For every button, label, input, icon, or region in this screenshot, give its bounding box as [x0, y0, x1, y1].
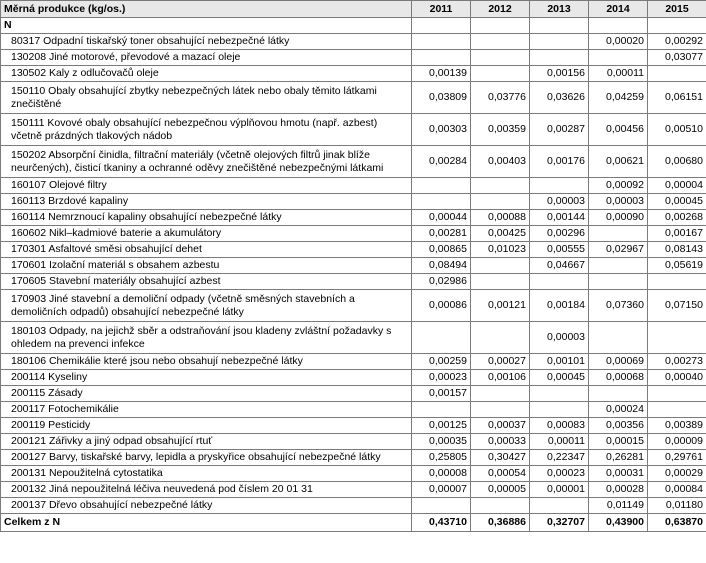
value-cell-2012 [471, 386, 530, 402]
value-cell-2011: 0,00086 [412, 290, 471, 322]
table-row [1, 418, 706, 434]
value-cell-2014: 0,07360 [589, 290, 648, 322]
total-value-2014: 0,43900 [589, 514, 648, 532]
value-cell-2013: 0,04667 [530, 258, 589, 274]
group-label: N [1, 18, 412, 34]
waste-category-label: 80317 Odpadní tiskařský toner obsahující nebezpečné látky [1, 34, 412, 50]
value-cell-2015 [648, 322, 706, 354]
value-cell-2011 [412, 498, 471, 514]
value-cell-2015: 0,00040 [648, 370, 706, 386]
value-cell-2011: 0,00157 [412, 386, 471, 402]
value-cell-2015: 0,00389 [648, 418, 706, 434]
value-cell-2013: 0,22347 [530, 450, 589, 466]
value-cell-2015: 0,29761 [648, 450, 706, 466]
value-cell-2013: 0,00003 [530, 322, 589, 354]
value-cell-2012: 0,03776 [471, 82, 530, 114]
table-row [1, 354, 706, 370]
value-cell-2011 [412, 194, 471, 210]
value-cell-2015: 0,00510 [648, 114, 706, 146]
value-cell-2013: 0,00144 [530, 210, 589, 226]
value-cell-2014: 0,26281 [589, 450, 648, 466]
value-cell-2014: 0,00020 [589, 34, 648, 50]
value-cell-2012: 0,00088 [471, 210, 530, 226]
value-cell-2012: 0,00425 [471, 226, 530, 242]
waste-category-label: 200137 Dřevo obsahující nebezpečné látky [1, 498, 412, 514]
value-cell-2015: 0,08143 [648, 242, 706, 258]
value-cell-2014 [589, 386, 648, 402]
waste-category-label: 200131 Nepoužitelná cytostatika [1, 466, 412, 482]
value-cell-2014: 0,00068 [589, 370, 648, 386]
total-value-2011: 0,43710 [412, 514, 471, 532]
total-value-2015: 0,63870 [648, 514, 706, 532]
value-cell-2012: 0,00054 [471, 466, 530, 482]
table-row [1, 66, 706, 82]
waste-category-label: 170903 Jiné stavební a demoliční odpady (včetně směsných stavebních a demoličních odpadů) obsahující nebezpečné látky [1, 290, 412, 322]
value-cell-2014 [589, 50, 648, 66]
group-row [1, 18, 706, 34]
value-cell-2012 [471, 34, 530, 50]
value-cell-2011 [412, 402, 471, 418]
value-cell-2012: 0,00033 [471, 434, 530, 450]
waste-category-label: 160602 Nikl–kadmiové baterie a akumulátory [1, 226, 412, 242]
value-cell-2015 [648, 66, 706, 82]
table-row [1, 450, 706, 466]
value-cell-2012 [471, 66, 530, 82]
table-row [1, 146, 706, 178]
waste-category-label: 200121 Zářivky a jiný odpad obsahující rtuť [1, 434, 412, 450]
group-empty-cell [648, 18, 706, 34]
value-cell-2013: 0,00045 [530, 370, 589, 386]
value-cell-2014: 0,04259 [589, 82, 648, 114]
value-cell-2014 [589, 258, 648, 274]
year-header-2013: 2013 [530, 1, 589, 18]
table-row [1, 498, 706, 514]
table-row [1, 402, 706, 418]
value-cell-2015: 0,00084 [648, 482, 706, 498]
value-cell-2015 [648, 386, 706, 402]
value-cell-2012: 0,00403 [471, 146, 530, 178]
value-cell-2015: 0,00273 [648, 354, 706, 370]
waste-category-label: 200115 Zásady [1, 386, 412, 402]
value-cell-2013 [530, 274, 589, 290]
value-cell-2011: 0,02986 [412, 274, 471, 290]
total-label: Celkem z N [1, 514, 412, 532]
table-row [1, 386, 706, 402]
waste-category-label: 170601 Izolační materiál s obsahem azbestu [1, 258, 412, 274]
table-row [1, 34, 706, 50]
year-header-2014: 2014 [589, 1, 648, 18]
table-title: Měrná produkce (kg/os.) [1, 1, 412, 18]
waste-category-label: 200127 Barvy, tiskařské barvy, lepidla a pryskyřice obsahující nebezpečné látky [1, 450, 412, 466]
value-cell-2012: 0,00037 [471, 418, 530, 434]
value-cell-2014: 0,00011 [589, 66, 648, 82]
value-cell-2011: 0,25805 [412, 450, 471, 466]
value-cell-2013: 0,00555 [530, 242, 589, 258]
year-header-2012: 2012 [471, 1, 530, 18]
value-cell-2015: 0,00045 [648, 194, 706, 210]
waste-category-label: 200119 Pesticidy [1, 418, 412, 434]
table-row [1, 50, 706, 66]
value-cell-2011: 0,00125 [412, 418, 471, 434]
table-row [1, 242, 706, 258]
value-cell-2012 [471, 322, 530, 354]
value-cell-2013 [530, 402, 589, 418]
table-row [1, 370, 706, 386]
group-empty-cell [412, 18, 471, 34]
value-cell-2015: 0,00029 [648, 466, 706, 482]
value-cell-2013: 0,00011 [530, 434, 589, 450]
value-cell-2013: 0,00083 [530, 418, 589, 434]
table-row [1, 482, 706, 498]
table-row [1, 290, 706, 322]
waste-category-label: 130502 Kaly z odlučovačů oleje [1, 66, 412, 82]
waste-category-label: 160107 Olejové filtry [1, 178, 412, 194]
value-cell-2014: 0,00003 [589, 194, 648, 210]
table-row [1, 322, 706, 354]
value-cell-2011 [412, 178, 471, 194]
value-cell-2013: 0,00156 [530, 66, 589, 82]
waste-category-label: 170301 Asfaltové směsi obsahující dehet [1, 242, 412, 258]
value-cell-2014: 0,02967 [589, 242, 648, 258]
value-cell-2013 [530, 498, 589, 514]
value-cell-2013: 0,00287 [530, 114, 589, 146]
value-cell-2011 [412, 34, 471, 50]
value-cell-2011: 0,00007 [412, 482, 471, 498]
value-cell-2013: 0,00003 [530, 194, 589, 210]
value-cell-2013: 0,00023 [530, 466, 589, 482]
header-row [1, 1, 706, 18]
value-cell-2011: 0,00023 [412, 370, 471, 386]
total-value-2012: 0,36886 [471, 514, 530, 532]
value-cell-2013 [530, 34, 589, 50]
value-cell-2011: 0,00139 [412, 66, 471, 82]
value-cell-2014 [589, 322, 648, 354]
value-cell-2014 [589, 226, 648, 242]
table-row [1, 210, 706, 226]
value-cell-2015: 0,00009 [648, 434, 706, 450]
value-cell-2012: 0,00121 [471, 290, 530, 322]
value-cell-2011: 0,00284 [412, 146, 471, 178]
year-header-2015: 2015 [648, 1, 706, 18]
table-row [1, 114, 706, 146]
value-cell-2014: 0,00031 [589, 466, 648, 482]
waste-category-label: 150110 Obaly obsahující zbytky nebezpečných látek nebo obaly těmito látkami znečištěné [1, 82, 412, 114]
value-cell-2014: 0,00456 [589, 114, 648, 146]
value-cell-2012 [471, 194, 530, 210]
waste-category-label: 150202 Absorpční činidla, filtrační materiály (včetně olejových filtrů jinak blíže neurčených), čisticí tkaniny a ochranné oděvy znečištěné nebezpečnými látkami [1, 146, 412, 178]
value-cell-2012 [471, 498, 530, 514]
value-cell-2013: 0,00176 [530, 146, 589, 178]
value-cell-2014: 0,00090 [589, 210, 648, 226]
table-row [1, 178, 706, 194]
group-empty-cell [471, 18, 530, 34]
year-header-2011: 2011 [412, 1, 471, 18]
group-empty-cell [589, 18, 648, 34]
value-cell-2013: 0,00184 [530, 290, 589, 322]
value-cell-2014: 0,00621 [589, 146, 648, 178]
waste-category-label: 180106 Chemikálie které jsou nebo obsahují nebezpečné látky [1, 354, 412, 370]
value-cell-2015: 0,01180 [648, 498, 706, 514]
value-cell-2012 [471, 402, 530, 418]
waste-category-label: 180103 Odpady, na jejichž sběr a odstraňování jsou kladeny zvláštní požadavky s ohledem na prevenci infekce [1, 322, 412, 354]
value-cell-2014: 0,00069 [589, 354, 648, 370]
table-row [1, 82, 706, 114]
value-cell-2012: 0,00005 [471, 482, 530, 498]
value-cell-2013 [530, 386, 589, 402]
value-cell-2015: 0,00268 [648, 210, 706, 226]
group-empty-cell [530, 18, 589, 34]
value-cell-2015: 0,07150 [648, 290, 706, 322]
value-cell-2012 [471, 258, 530, 274]
value-cell-2011: 0,00303 [412, 114, 471, 146]
table-row [1, 226, 706, 242]
value-cell-2014 [589, 274, 648, 290]
value-cell-2015 [648, 402, 706, 418]
value-cell-2014: 0,00092 [589, 178, 648, 194]
value-cell-2011: 0,03809 [412, 82, 471, 114]
table-row [1, 274, 706, 290]
value-cell-2011 [412, 50, 471, 66]
table-row [1, 434, 706, 450]
value-cell-2011: 0,00281 [412, 226, 471, 242]
total-row [1, 514, 706, 532]
table-row [1, 258, 706, 274]
value-cell-2012: 0,01023 [471, 242, 530, 258]
value-cell-2015: 0,00680 [648, 146, 706, 178]
value-cell-2011: 0,00865 [412, 242, 471, 258]
value-cell-2015: 0,06151 [648, 82, 706, 114]
table-row [1, 466, 706, 482]
value-cell-2013 [530, 178, 589, 194]
value-cell-2015 [648, 274, 706, 290]
value-cell-2013: 0,00101 [530, 354, 589, 370]
value-cell-2015: 0,05619 [648, 258, 706, 274]
waste-category-label: 200114 Kyseliny [1, 370, 412, 386]
value-cell-2014: 0,00015 [589, 434, 648, 450]
value-cell-2012: 0,30427 [471, 450, 530, 466]
value-cell-2013: 0,03626 [530, 82, 589, 114]
value-cell-2011 [412, 322, 471, 354]
value-cell-2012 [471, 178, 530, 194]
value-cell-2011: 0,00044 [412, 210, 471, 226]
value-cell-2012 [471, 274, 530, 290]
value-cell-2011: 0,00259 [412, 354, 471, 370]
value-cell-2012: 0,00359 [471, 114, 530, 146]
waste-category-label: 170605 Stavební materiály obsahující azbest [1, 274, 412, 290]
value-cell-2015: 0,00292 [648, 34, 706, 50]
waste-category-label: 160114 Nemrznoucí kapaliny obsahující nebezpečné látky [1, 210, 412, 226]
value-cell-2012: 0,00027 [471, 354, 530, 370]
waste-category-label: 130208 Jiné motorové, převodové a mazací oleje [1, 50, 412, 66]
value-cell-2013: 0,00001 [530, 482, 589, 498]
value-cell-2012: 0,00106 [471, 370, 530, 386]
value-cell-2011: 0,00035 [412, 434, 471, 450]
value-cell-2011: 0,00008 [412, 466, 471, 482]
waste-category-label: 200132 Jiná nepoužitelná léčiva neuvedená pod číslem 20 01 31 [1, 482, 412, 498]
total-value-2013: 0,32707 [530, 514, 589, 532]
waste-category-label: 200117 Fotochemikálie [1, 402, 412, 418]
value-cell-2014: 0,01149 [589, 498, 648, 514]
value-cell-2015: 0,00167 [648, 226, 706, 242]
value-cell-2012 [471, 50, 530, 66]
value-cell-2013: 0,00296 [530, 226, 589, 242]
value-cell-2014: 0,00356 [589, 418, 648, 434]
waste-category-label: 150111 Kovové obaly obsahující nebezpečnou výplňovou hmotu (např. azbest) včetně prázdných tlakových nádob [1, 114, 412, 146]
table-row [1, 194, 706, 210]
value-cell-2015: 0,00004 [648, 178, 706, 194]
value-cell-2014: 0,00028 [589, 482, 648, 498]
waste-category-label: 160113 Brzdové kapaliny [1, 194, 412, 210]
value-cell-2011: 0,08494 [412, 258, 471, 274]
value-cell-2013 [530, 50, 589, 66]
value-cell-2014: 0,00024 [589, 402, 648, 418]
value-cell-2015: 0,03077 [648, 50, 706, 66]
